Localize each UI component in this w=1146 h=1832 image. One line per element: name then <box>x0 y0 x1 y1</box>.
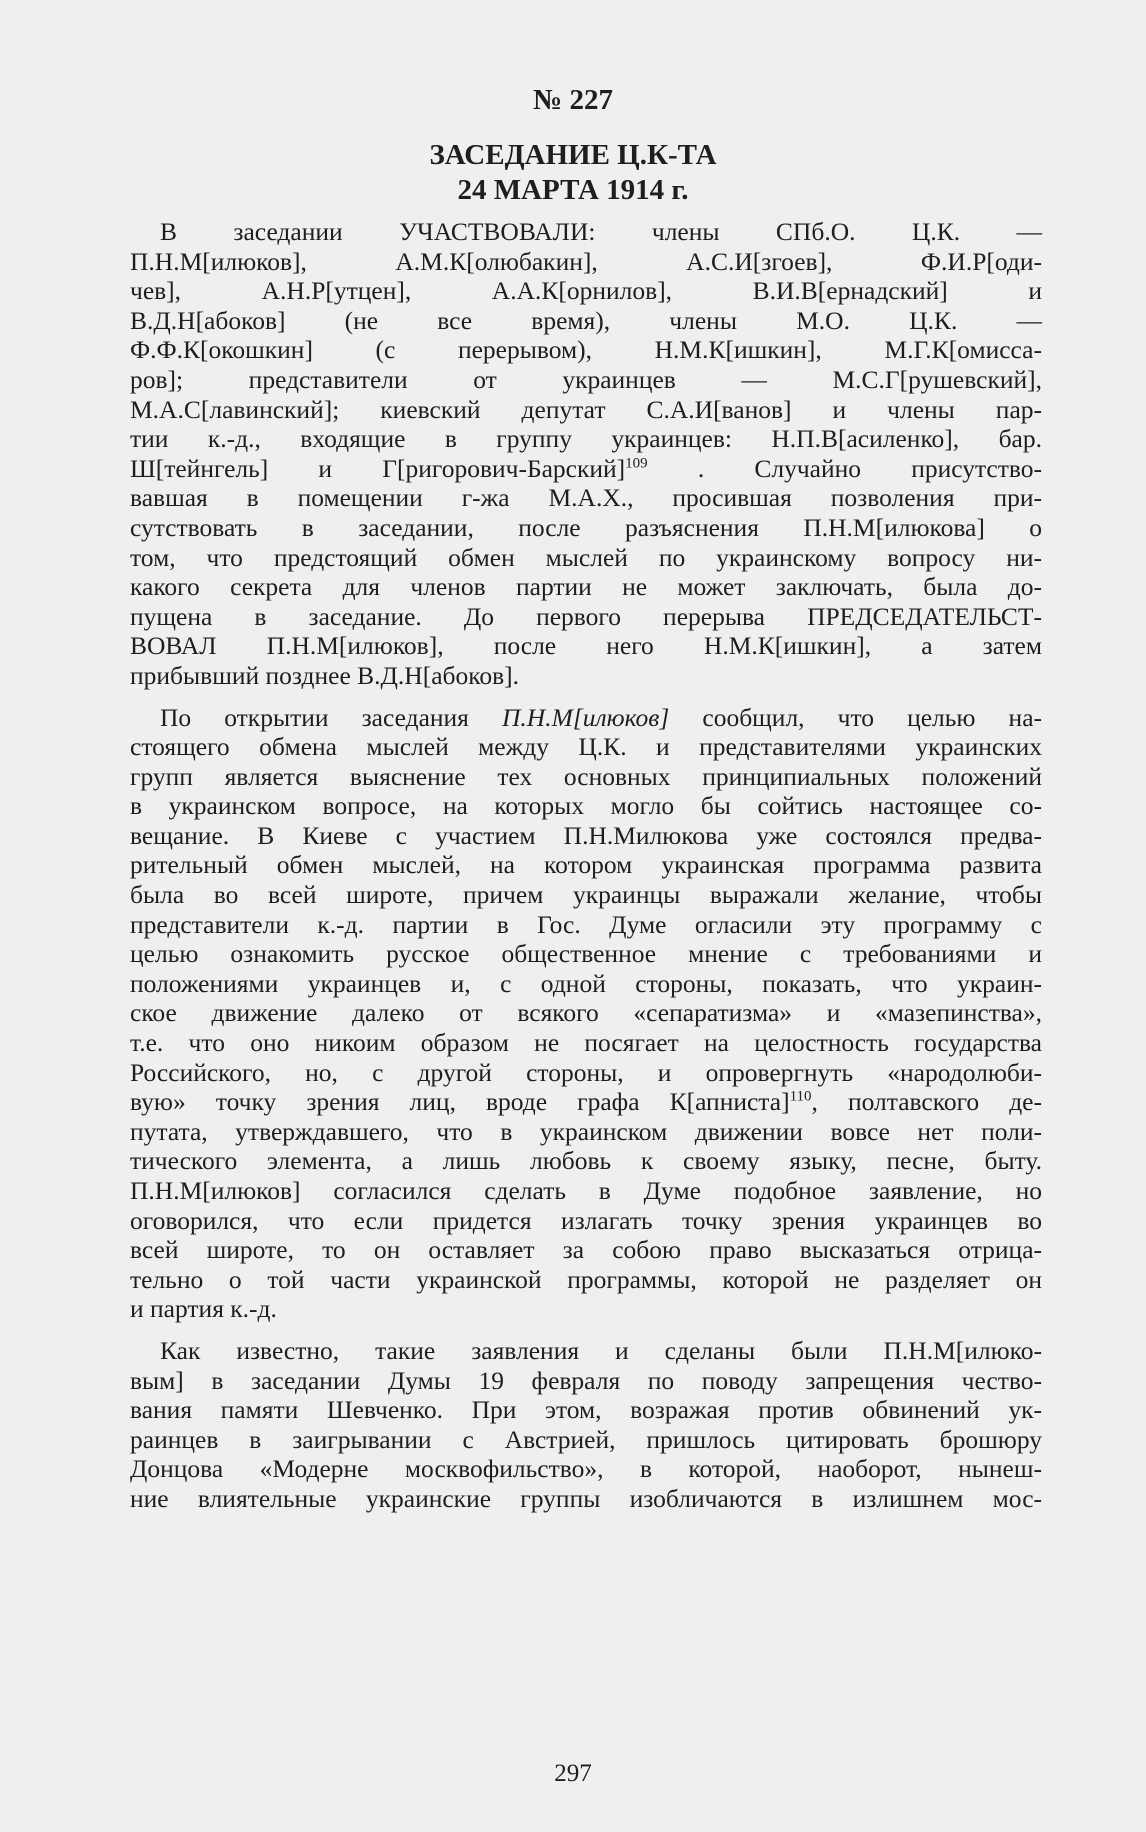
text-line: прибывший позднее В.Д.Н[абоков]. <box>130 660 519 690</box>
text-line: стоящего обмена мыслей между Ц.К. и представителями украинских <box>130 732 1042 762</box>
title-line: ЗАСЕДАНИЕ Ц.К-ТА <box>429 139 717 171</box>
document-number: № 227 <box>533 84 613 116</box>
document-body <box>130 217 1042 1514</box>
text-line: В.Д.Н[абоков] (не все время), члены М.О. Ц.К. — <box>130 305 1042 335</box>
text-line: тического элемента, а лишь любовь к своему языку, песне, быту. <box>130 1146 1042 1176</box>
text-segment: . Случайно присутство- <box>647 453 1042 483</box>
text-line: была во всей широте, причем украинцы выражали желание, чтобы <box>130 880 1042 910</box>
footnote-ref: 110 <box>789 1088 812 1105</box>
text-line: М.А.С[лавинский]; киевский депутат С.А.И[ванов] и члены пар- <box>130 394 1042 424</box>
text-line <box>130 1087 1042 1117</box>
text-segment: По открытии заседания <box>160 702 502 732</box>
text-line <box>130 454 1042 484</box>
text-line: вым] в заседании Думы 19 февраля по поводу запрещения чество- <box>130 1365 1042 1395</box>
text-line: тельно о той части украинской программы, которой не разделяет он <box>130 1264 1042 1294</box>
text-line: путата, утверждавшего, что в украинском движении вовсе нет поли- <box>130 1116 1042 1146</box>
text-line: целью ознакомить русское общественное мнение с требованиями и <box>130 939 1042 969</box>
text-line: ское движение далеко от всякого «сепаратизма» и «мазепинства», <box>130 998 1042 1028</box>
text-segment: вую» точку зрения лиц, вроде графа К[апниста] <box>130 1087 790 1117</box>
italic-name: П.Н.М[илюков] <box>502 702 670 732</box>
paragraph <box>130 703 1042 1324</box>
text-line: П.Н.М[илюков], А.М.К[олюбакин], А.С.И[згоев], Ф.И.Р[оди- <box>130 246 1042 276</box>
text-line: пущена в заседание. До первого перерыва ПРЕДСЕДАТЕЛЬСТ- <box>130 601 1042 631</box>
text-segment: сообщил, что целью на- <box>669 702 1043 732</box>
text-line <box>130 703 1042 733</box>
text-line: сутствовать в заседании, после разъяснения П.Н.М[илюкова] о <box>130 512 1042 542</box>
text-line: т.е. что оно никоим образом не посягает на целостность государства <box>130 1028 1042 1058</box>
text-line: Российского, но, с другой стороны, и опровергнуть «народолюби- <box>130 1057 1042 1087</box>
text-line: ВОВАЛ П.Н.М[илюков], после него Н.М.К[ишкин], а затем <box>130 631 1042 661</box>
text-line: Ф.Ф.К[окошкин] (с перерывом), Н.М.К[ишкин], М.Г.К[омисса- <box>130 335 1042 365</box>
title-date-line: 24 МАРТА 1914 г. <box>457 174 689 206</box>
text-line: вавшая в помещении г-жа М.А.Х., просившая позволения при- <box>130 483 1042 513</box>
text-line: Донцова «Модерне москвофильство», в которой, наоборот, нынеш- <box>130 1454 1042 1484</box>
text-line: какого секрета для членов партии не может заключать, была до- <box>130 572 1042 602</box>
text-line: вания памяти Шевченко. При этом, возражая против обвинений ук- <box>130 1395 1042 1425</box>
text-line: в украинском вопросе, на которых могло бы сойтись настоящее со- <box>130 791 1042 821</box>
text-segment: , полтавского де- <box>811 1087 1042 1117</box>
text-line: чев], А.Н.Р[утцен], А.А.К[орнилов], В.И.В[ернадский] и <box>130 276 1042 306</box>
text-line: тии к.-д., входящие в группу украинцев: Н.П.В[асиленко], бар. <box>130 424 1042 454</box>
text-line: вещание. В Киеве с участием П.Н.Милюкова уже состоялся предва- <box>130 820 1042 850</box>
page-number: 297 <box>554 1760 592 1787</box>
paragraph <box>130 217 1042 691</box>
paragraph <box>130 1336 1042 1514</box>
text-segment: Ш[тейнгель] и Г[ригорович-Барский] <box>130 453 626 483</box>
text-line: ров]; представители от украинцев — М.С.Г[рушевский], <box>130 364 1042 394</box>
footnote-ref: 109 <box>625 455 648 472</box>
text-line: рительный обмен мыслей, на котором украинская программа развита <box>130 850 1042 880</box>
text-line: том, что предстоящий обмен мыслей по украинскому вопросу ни- <box>130 542 1042 572</box>
text-line: представители к.-д. партии в Гос. Думе огласили эту программу с <box>130 909 1042 939</box>
text-line: ние влиятельные украинские группы изобличаются в излишнем мос- <box>130 1483 1042 1513</box>
text-line: положениями украинцев и, с одной стороны, показать, что украин- <box>130 968 1042 998</box>
text-line: и партия к.-д. <box>130 1294 277 1324</box>
text-line: раинцев в заигрывании с Австрией, пришлось цитировать брошюру <box>130 1424 1042 1454</box>
document-title <box>0 138 1146 208</box>
text-line: оговорился, что если придется излагать точку зрения украинцев во <box>130 1205 1042 1235</box>
text-line: групп является выяснение тех основных принципиальных положений <box>130 761 1042 791</box>
text-line: Как известно, такие заявления и сделаны были П.Н.М[илюко- <box>160 1335 1042 1365</box>
text-line: В заседании УЧАСТВОВАЛИ: члены СПб.О. Ц.К. — <box>160 217 1042 246</box>
text-line: всей широте, то он оставляет за собою право высказаться отрица- <box>130 1235 1042 1265</box>
text-line: П.Н.М[илюков] согласился сделать в Думе подобное заявление, но <box>130 1176 1042 1205</box>
